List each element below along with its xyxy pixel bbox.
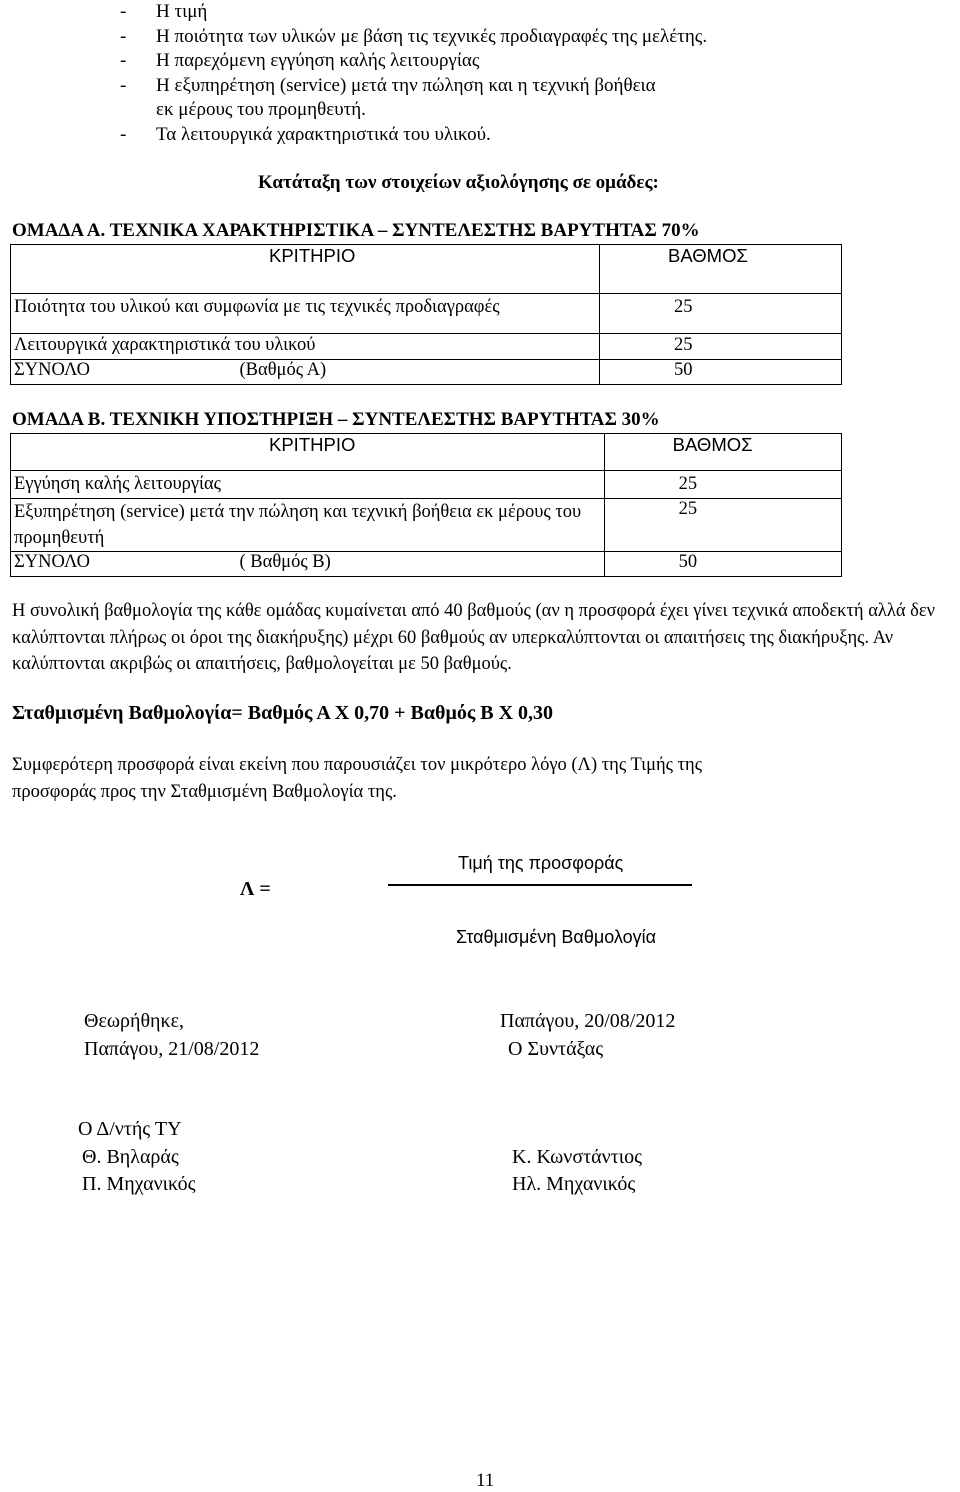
group-a-table [10, 244, 842, 385]
table-header-row [11, 245, 842, 294]
criterion-header: ΚΡΙΤΗΡΙΟ [11, 434, 605, 471]
scoring-paragraph: Η συνολική βαθμολογία της κάθε ομάδας κυμαίνεται από 40 βαθμούς (αν η προσφορά έχει γίνει τεχνικά αποδεκτή αλλά δεν καλύπτονται πλήρως οι όροι της διακήρυξης) μέχρι 60 βαθμούς αν υπερκαλύπτονται οι απαιτήσεις της διακήρυξης. Αν καλύπτονται ακριβώς οι απαιτήσεις, βαθμολογείται με 50 βαθμούς. [12, 601, 936, 675]
criterion-header: ΚΡΙΤΗΡΙΟ [11, 245, 600, 294]
bullet-item: εκ μέρους του προμηθευτή. [156, 99, 366, 120]
total-label-cell: ΣΥΝΟΛΟ ( Βαθμός Β) [11, 552, 605, 577]
approved-date: Παπάγου, 21/08/2012 [84, 1038, 260, 1060]
weighted-score-formula: Σταθμισμένη Βαθμολογία= Βαθμός Α Χ 0,70 + Βαθμός Β Χ 0,30 [12, 702, 554, 724]
table-total-row [11, 360, 842, 385]
table-total-row [11, 552, 842, 577]
drafted-by-label: Ο Συντάξας [508, 1038, 604, 1060]
criterion-cell: Ποιότητα του υλικού και συμφωνία με τις τεχνικές προδιαγραφές [11, 294, 600, 334]
score-cell: 25 [600, 294, 842, 334]
lambda-label: Λ = [240, 878, 271, 900]
criterion-cell: Εξυπηρέτηση (service) μετά την πώληση και τεχνική βοήθεια εκ μέρους του προμηθευτή [11, 499, 605, 552]
bullet-item: - Η ποιότητα των υλικών με βάση τις τεχνικές προδιαγραφές της μελέτης. [120, 25, 708, 47]
page-number: 11 [476, 1470, 495, 1491]
group-a-title: ΟΜΑΔΑ Α. ΤΕΧΝΙΚΑ ΧΑΡΑΚΤΗΡΙΣΤΙΚΑ – ΣΥΝΤΕΛΕΣΤΗΣ ΒΑΡΥΤΗΤΑΣ 70% [12, 220, 700, 241]
criterion-cell: Λειτουργικά χαρακτηριστικά του υλικού [11, 334, 600, 360]
score-cell: 25 [604, 471, 841, 499]
section-heading: Κατάταξη των στοιχείων αξιολόγησης σε ομάδες: [258, 172, 659, 193]
director-name: Θ. Βηλαράς [82, 1146, 179, 1168]
approved-label: Θεωρήθηκε, [84, 1010, 184, 1032]
score-header: ΒΑΘΜΟΣ [600, 245, 842, 294]
bullet-item: - Η τιμή [120, 1, 208, 22]
score-cell: 25 [600, 334, 842, 360]
total-label-cell: ΣΥΝΟΛΟ (Βαθμός Α) [11, 360, 600, 385]
criterion-cell: Εγγύηση καλής λειτουργίας [11, 471, 605, 499]
bullet-item: - Η εξυπηρέτηση (service) μετά την πώληση και η τεχνική βοήθεια [120, 74, 656, 96]
total-score-cell: 50 [600, 360, 842, 385]
lambda-numerator: Τιμή της προσφοράς [458, 853, 624, 873]
bullet-item: - Η παρεχόμενη εγγύηση καλής λειτουργίας [120, 50, 480, 71]
director-role: Π. Μηχανικός [82, 1173, 196, 1195]
table-row [11, 471, 842, 499]
table-row [11, 499, 842, 552]
criteria-bullet-list [120, 0, 707, 147]
total-score-cell: 50 [604, 552, 841, 577]
fraction-line [388, 884, 692, 886]
table-row [11, 294, 842, 334]
bullet-item: - Τα λειτουργικά χαρακτηριστικά του υλικού. [120, 123, 491, 145]
offer-paragraph: Συμφερότερη προσφορά είναι εκείνη που παρουσιάζει τον μικρότερο λόγο (Λ) της Τιμής της προσφοράς προς την Σταθμισμένη Βαθμολογία της. [12, 755, 703, 802]
director-title: Ο Δ/ντής ΤΥ [78, 1118, 182, 1140]
group-b-table [10, 433, 842, 577]
group-b-title: ΟΜΑΔΑ Β. ΤΕΧΝΙΚΗ ΥΠΟΣΤΗΡΙΞΗ – ΣΥΝΤΕΛΕΣΤΗΣ ΒΑΡΥΤΗΤΑΣ 30% [12, 409, 660, 430]
lambda-denominator: Σταθμισμένη Βαθμολογία [456, 927, 657, 947]
author-role: Ηλ. Μηχανικός [512, 1173, 636, 1195]
drafted-date: Παπάγου, 20/08/2012 [500, 1010, 676, 1032]
score-cell: 25 [604, 499, 841, 552]
author-name: Κ. Κωνστάντιος [512, 1146, 643, 1168]
table-header-row [11, 434, 842, 471]
score-header: ΒΑΘΜΟΣ [604, 434, 841, 471]
table-row [11, 334, 842, 360]
